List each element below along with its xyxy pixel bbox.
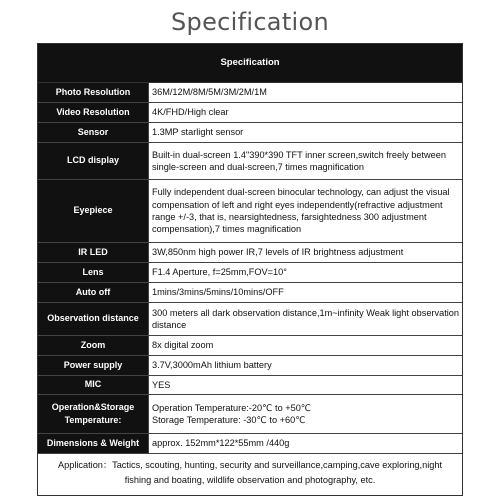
row-value: 1mins/3mins/5mins/10mins/OFF <box>152 287 284 298</box>
spec-row-mic <box>38 376 462 395</box>
row-value: 300 meters all dark observation distance,1m~infinity Weak light observation distance <box>152 307 460 330</box>
spec-row-lcd-display <box>38 143 462 180</box>
row-value: 3W,850nm high power IR,7 levels of IR brightness adjustment <box>152 247 404 258</box>
row-label: Auto off <box>38 283 149 302</box>
row-value: 36M/12M/8M/5M/3M/2M/1M <box>152 87 267 98</box>
row-value: F1.4 Aperture, f=25mm,FOV=10° <box>152 267 287 278</box>
page-title: Specification <box>171 8 329 36</box>
spec-row-video-resolution <box>38 103 462 123</box>
row-label: Zoom <box>38 336 149 355</box>
row-label: MIC <box>38 376 149 394</box>
row-label: Video Resolution <box>38 103 149 122</box>
row-value <box>149 395 462 433</box>
spec-row-dimensions-weight <box>38 434 462 454</box>
spec-row-zoom <box>38 336 462 356</box>
row-value: YES <box>152 379 171 390</box>
spec-row-eyepiece <box>38 180 462 243</box>
row-value: Fully independent dual-screen binocular technology, can adjust the visual compensation of left and right eyes independently(refractive adjustment range +/-3, that is, nearsightedness, farsightedness 300 adjustment compensation),7 times magnification <box>152 187 450 235</box>
spec-row-lens <box>38 263 462 283</box>
row-value: approx. 152mm*122*55mm /440g <box>152 438 290 449</box>
row-value: Built-in dual-screen 1.4"390*390 TFT inner screen,switch freely between single-screen and dual-screen,7 times magnification <box>152 149 447 172</box>
spec-row-sensor <box>38 123 462 143</box>
row-label: Observation distance <box>38 303 149 335</box>
row-label: Dimensions & Weight <box>38 434 149 453</box>
row-label: LCD display <box>38 143 149 179</box>
spec-row-observation-distance <box>38 303 462 336</box>
row-label: Photo Resolution <box>38 83 149 102</box>
spec-row-photo-resolution <box>38 83 462 103</box>
spec-row-temperature <box>38 395 462 434</box>
row-label: Power supply <box>38 356 149 375</box>
operation-temperature: Operation Temperature:-20℃ to +50℃ <box>152 402 312 413</box>
application-text: Application：Tactics, scouting, hunting, security and surveillance,camping,cave exploring,night fishing and boating, wildlife observation and photography, etc. <box>57 460 443 485</box>
row-label: Sensor <box>38 123 149 142</box>
spec-row-auto-off <box>38 283 462 303</box>
storage-temperature: Storage Temperature: -30℃ to +60℃ <box>152 415 306 425</box>
row-label: IR LED <box>38 243 149 262</box>
row-value: 8x digital zoom <box>152 340 214 351</box>
row-value: 3.7V,3000mAh lithium battery <box>152 360 272 371</box>
spec-row-ir-led <box>38 243 462 263</box>
row-label: Lens <box>38 263 149 282</box>
table-header: Specification <box>38 44 462 83</box>
row-value: 1.3MP starlight sensor <box>152 127 244 138</box>
spec-row-power-supply <box>38 356 462 376</box>
spec-table <box>37 43 463 496</box>
row-value: 4K/FHD/High clear <box>152 107 229 118</box>
row-label: Operation&Storage Temperature: <box>38 395 149 433</box>
row-label: Eyepiece <box>38 180 149 242</box>
